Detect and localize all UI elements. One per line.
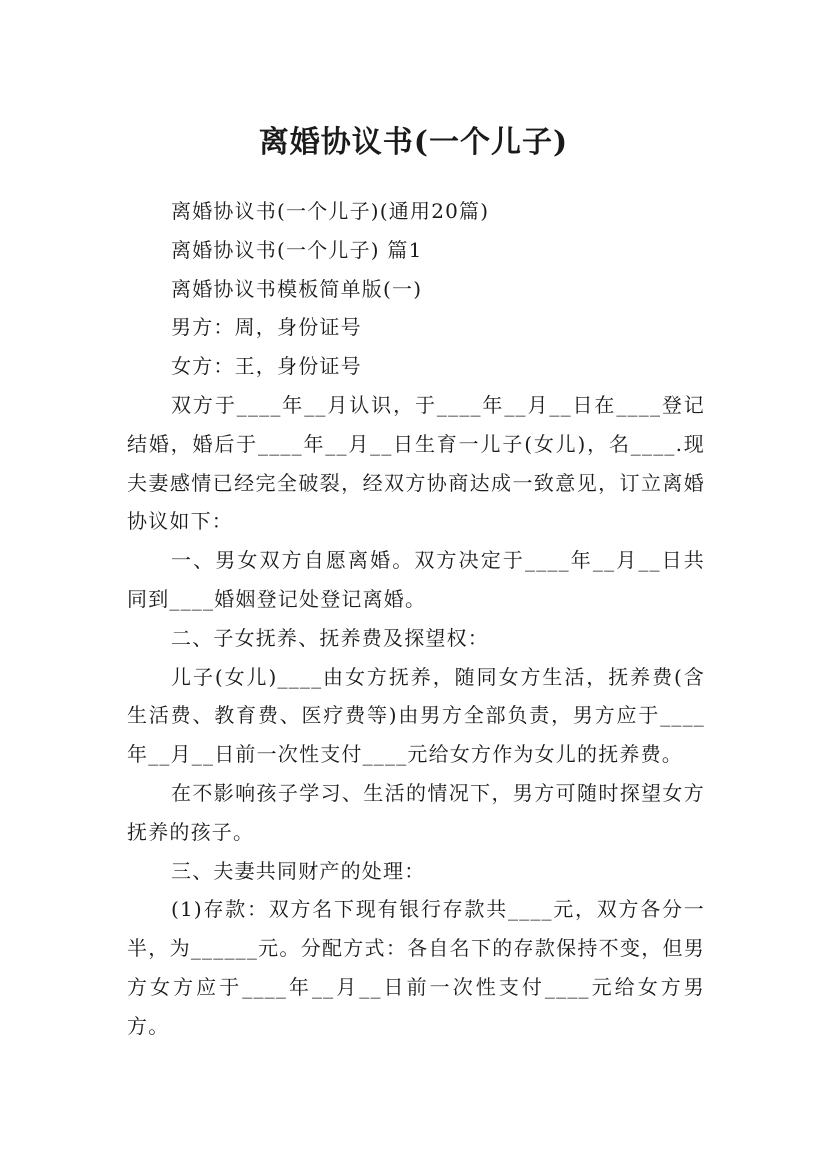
clause-child-support: 儿子(女儿)____由女方抚养，随同女方生活，抚养费(含生活费、教育费、医疗费等)由男方全部负责，男方应于____年__月__日前一次性支付____元给女方作为女儿的抚养费。 <box>127 664 705 767</box>
clause-child-custody-heading: 二、子女抚养、抚养费及探望权： <box>171 625 489 650</box>
clause-savings: (1)存款：双方名下现有银行存款共____元，双方各分一半，为______元。分配方式：各自名下的存款保持不变，但男方女方应于____年__月__日前一次性支付____元给女方男方。 <box>127 897 705 1038</box>
marriage-background-paragraph: 双方于____年__月认识，于____年__月__日在____登记结婚，婚后于____年__月__日生育一儿子(女儿)，名____.现夫妻感情已经完全破裂，经双方协商达成一致意见，订立离婚协议如下： <box>127 392 705 534</box>
party-female-line: 女方：王，身份证号 <box>171 354 362 379</box>
clause-voluntary-divorce: 一、男女双方自愿离婚。双方决定于____年__月__日共同到____婚姻登记处登记离婚。 <box>127 548 705 611</box>
clause-property-heading: 三、夫妻共同财产的处理： <box>171 858 426 883</box>
document-title: 离婚协议书(一个儿子) <box>258 125 569 161</box>
party-male-line: 男方：周，身份证号 <box>171 315 362 340</box>
clause-visitation: 在不影响孩子学习、生活的情况下，男方可随时探望女方抚养的孩子。 <box>127 780 705 844</box>
section-heading-part-1: 离婚协议书(一个儿子) 篇1 <box>171 237 423 262</box>
subtitle-collection: 离婚协议书(一个儿子)(通用20篇) <box>171 199 490 223</box>
document-body <box>127 192 705 1046</box>
template-heading: 离婚协议书模板简单版(一) <box>171 276 423 301</box>
